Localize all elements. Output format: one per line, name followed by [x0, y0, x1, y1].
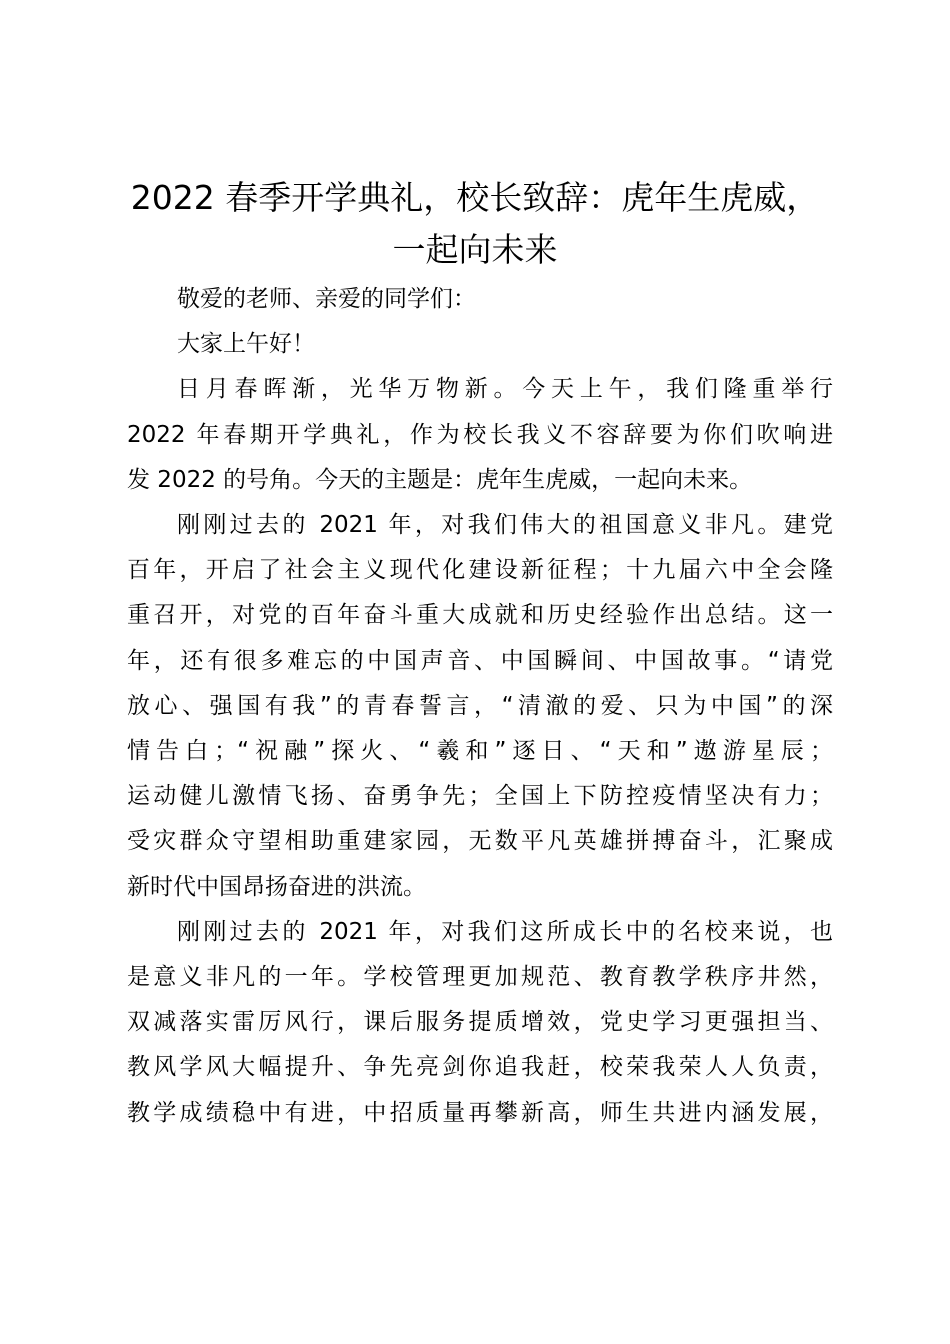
paragraph-line: 运动健儿激情飞扬、奋勇争先；全国上下防控疫情坚决有力；: [127, 783, 833, 810]
paragraph-line: 情告白；“祝融”探火、“羲和”逐日、“天和”遨游星辰；: [127, 738, 833, 765]
school-review-paragraph: [127, 910, 833, 1136]
paragraph-line: 刚刚过去的 2021 年，对我们这所成长中的名校来说，也: [177, 918, 833, 945]
paragraph-line: 受灾群众守望相助重建家园，无数平凡英雄拼搏奋斗，汇聚成: [127, 828, 833, 855]
nation-review-paragraph: [127, 503, 833, 910]
paragraph-line: 大家上午好！: [177, 331, 315, 358]
paragraph-line: 教风学风大幅提升、争先亮剑你追我赶，校荣我荣人人负责，: [127, 1054, 833, 1081]
paragraph-line: 是意义非凡的一年。学校管理更加规范、教育教学秩序井然，: [127, 964, 833, 991]
paragraph-line: 敬爱的老师、亲爱的同学们：: [177, 286, 476, 312]
paragraph-line: 年，还有很多难忘的中国声音、中国瞬间、中国故事。“请党: [127, 647, 833, 674]
paragraph-line: 日月春晖渐，光华万物新。今天上午，我们隆重举行: [177, 376, 833, 403]
greeting-paragraph: [127, 322, 833, 367]
paragraph-line: 新时代中国昂扬奋进的洪流。: [127, 873, 426, 900]
document-body: [127, 277, 833, 1136]
paragraph-line: 刚刚过去的 2021 年，对我们伟大的祖国意义非凡。建党: [177, 512, 833, 539]
paragraph-line: 百年，开启了社会主义现代化建设新征程；十九届六中全会隆: [127, 557, 833, 584]
paragraph-line: 重召开，对党的百年奋斗重大成就和历史经验作出总结。这一: [127, 602, 833, 629]
title-line: 一起向未来: [392, 230, 558, 269]
paragraph-line: 2022 年春期开学典礼，作为校长我义不容辞要为你们吹响进: [127, 421, 833, 448]
title-line: 2022 春季开学典礼，校长致辞：虎年生虎威，: [130, 178, 820, 217]
opening-paragraph: [127, 367, 833, 503]
paragraph-line: 放心、强国有我”的青春誓言，“清澈的爱、只为中国”的深: [127, 692, 833, 719]
document-title: [110, 172, 840, 276]
paragraph-line: 教学成绩稳中有进，中招质量再攀新高，师生共进内涵发展，: [127, 1099, 833, 1126]
paragraph-line: 发 2022 的号角。今天的主题是：虎年生虎威，一起向未来。: [127, 466, 753, 493]
paragraph-line: 双减落实雷厉风行，课后服务提质增效，党史学习更强担当、: [127, 1009, 833, 1036]
salutation-paragraph: [127, 277, 833, 322]
